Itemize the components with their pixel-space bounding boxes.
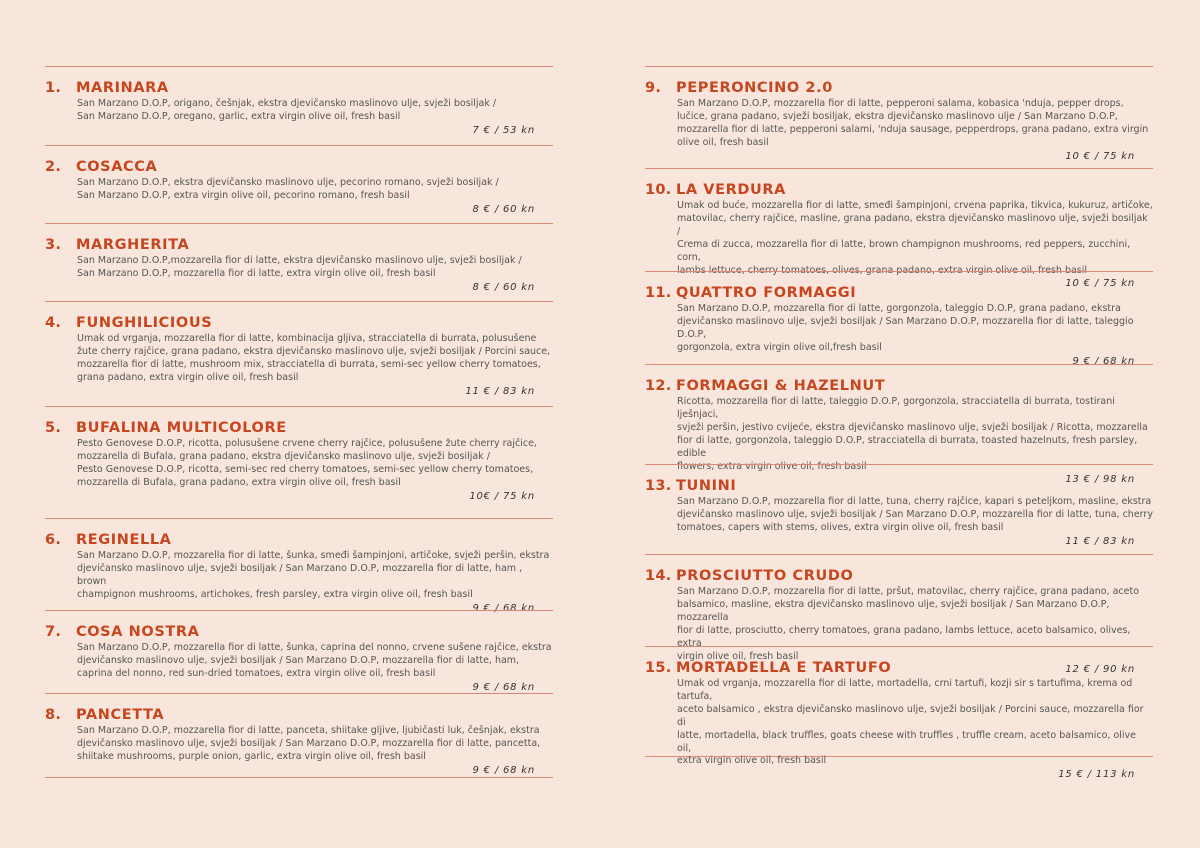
- menu-item-name: BUFALINA MULTICOLORE: [76, 420, 287, 436]
- menu-item-header: [645, 285, 1153, 303]
- menu-item-number: 6.: [45, 532, 62, 548]
- menu-item-description: San Marzano D.O.P,mozzarella fior di latte, ekstra djevičansko maslinovo ulje, svježi bosiljak / San Marzano D.O.P, mozzarella fior di latte, extra virgin olive oil, fresh basil: [77, 255, 522, 279]
- menu-item-name: QUATTRO FORMAGGI: [676, 285, 857, 301]
- menu-item-name: MARGHERITA: [76, 237, 190, 253]
- menu-item-description: San Marzano D.O.P, mozzarella fior di latte, šunka, smeđi šampinjoni, artičoke, svježi peršin, ekstra djevičansko maslinovo ulje, svježi bosiljak / San Marzano D.O.P, mozzarella fior di latte, ham , brown champignon mushrooms, artichokes, fresh parsley, extra virgin olive oil, fresh basil: [77, 550, 550, 600]
- menu-item: [45, 145, 553, 224]
- menu-item-header: [645, 660, 1153, 678]
- menu-item-number: 13.: [645, 478, 672, 494]
- menu-item: [45, 223, 553, 302]
- menu-item-header: [645, 478, 1153, 496]
- menu-item-number: 10.: [645, 182, 672, 198]
- menu-item-header: [45, 707, 553, 725]
- menu-item-header: [45, 159, 553, 177]
- menu-item-number: 8.: [45, 707, 62, 723]
- menu-item-price: 9 € / 68 kn: [1072, 355, 1135, 367]
- menu-item-price: 8 € / 60 kn: [472, 203, 535, 215]
- menu-item-number: 4.: [45, 315, 62, 331]
- menu-item-description: San Marzano D.O.P, mozzarella fior di latte, šunka, caprina del nonno, crvene sušene rajčice, ekstra djevičansko maslinovo ulje, svježi bosiljak / San Marzano D.O.P, mozzarella fior di latte, ham, caprina del nonno, red sun-dried tomatoes, extra virgin olive oil, fresh basil: [77, 642, 552, 679]
- menu-item: [45, 693, 553, 778]
- menu-item-description: Ricotta, mozzarella fior di latte, taleggio D.O.P, gorgonzola, stracciatella di burrata, tostirani lješnjaci, svježi peršin, jestivo cvijeće, ekstra djevičansko maslinovo ulje, svježi bosiljak / Ricotta, mozzarella fior di latte, gorgonzola, taleggio D.O.P, stracciatella di burrata, toasted hazelnuts, fresh parsley, edible flowers, extra virgin olive oil, fresh basil: [677, 396, 1148, 472]
- menu-item-number: 2.: [45, 159, 62, 175]
- menu-item-description: San Marzano D.O.P, mozzarella fior di latte, pršut, matovilac, cherry rajčice, grana padano, aceto balsamico, masline, ekstra djevičansko maslinovo ulje, svježi bosiljak / San Marzano D.O.P, mozzarella fior di latte, prosciutto, cherry tomatoes, grana padano, lambs lettuce, aceto balsamico, olives, extra virgin olive oil, fresh basil: [677, 586, 1140, 662]
- menu-item-header: [45, 624, 553, 642]
- menu-item-name: MORTADELLA E TARTUFO: [676, 660, 892, 676]
- menu-item-price: 10€ / 75 kn: [469, 490, 535, 502]
- menu-item: [645, 168, 1153, 290]
- menu-item-description: Umak od vrganja, mozzarella fior di latte, kombinacija gljiva, stracciatella di burrata, polusušene žute cherry rajčice, grana padano, ekstra djevičansko maslinovo ulje, svježi bosiljak / Porcini sauce, mozzarella fior di latte, mushroom mix, stracciatella di burrata, semi-sec yellow cherry tomatoes, grana padano, extra virgin olive oil, fresh basil: [77, 333, 551, 383]
- menu-item: [45, 406, 553, 519]
- menu-item-number: 15.: [645, 660, 672, 676]
- menu-item-header: [45, 80, 553, 98]
- menu-item-description: San Marzano D.O.P, mozzarella fior di latte, gorgonzola, taleggio D.O.P, grana padano, ekstra djevičansko maslinovo ulje, svježi bosiljak / San Marzano D.O.P, mozzarella fior di latte, taleggio D.O.P, gorgonzola, extra virgin olive oil,fresh basil: [677, 303, 1134, 353]
- menu-item-number: 7.: [45, 624, 62, 640]
- menu-item-header: [45, 420, 553, 438]
- menu-item-number: 5.: [45, 420, 62, 436]
- menu-item-header: [45, 237, 553, 255]
- menu-item: [645, 646, 1153, 781]
- menu-item-name: PEPERONCINO 2.0: [676, 80, 833, 96]
- menu-item-header: [45, 532, 553, 550]
- menu-item-header: [645, 378, 1153, 396]
- menu-item-price: 9 € / 68 kn: [472, 681, 535, 693]
- menu-item-name: COSACCA: [76, 159, 158, 175]
- menu-item: [645, 271, 1153, 365]
- menu-item-name: PROSCIUTTO CRUDO: [676, 568, 854, 584]
- menu-item-price: 12 € / 90 kn: [1065, 664, 1135, 676]
- menu-item-name: FUNGHILICIOUS: [76, 315, 213, 331]
- menu-item-price: 11 € / 83 kn: [465, 385, 535, 397]
- menu-item-name: COSA NOSTRA: [76, 624, 200, 640]
- menu-item-price: 9 € / 68 kn: [472, 764, 535, 776]
- menu-item-price: 8 € / 60 kn: [472, 281, 535, 293]
- menu-item-number: 1.: [45, 80, 62, 96]
- menu-item-price: 11 € / 83 kn: [1065, 535, 1135, 547]
- menu-item-header: [645, 568, 1153, 586]
- menu-item-name: TUNINI: [676, 478, 737, 494]
- menu-item-description: San Marzano D.O.P, origano, češnjak, ekstra djevičansko maslinovo ulje, svježi bosiljak / San Marzano D.O.P, oregano, garlic, extra virgin olive oil, fresh basil: [77, 98, 497, 122]
- menu-item-header: [45, 315, 553, 333]
- menu-item-number: 14.: [645, 568, 672, 584]
- menu-item-description: Umak od vrganja, mozzarella fior di latte, mortadella, crni tartufi, kozji sir s tartufima, krema od tartufa, aceto balsamico , ekstra djevičansko maslinovo ulje, svježi bosiljak / Porcini sauce, mozzarella fior di latte, mortadella, black truffles, goats cheese with truffles , truffle cream, aceto balsamico, olive oil, extra virgin olive oil, fresh basil: [677, 678, 1144, 767]
- menu-item-description: San Marzano D.O.P, mozzarella fior di latte, tuna, cherry rajčice, kapari s peteljkom, masline, ekstra djevičansko maslinovo ulje, svježi bosiljak / San Marzano D.O.P, mozzarella fior di latte, tuna, cherry tomatoes, capers with stems, olives, extra virgin olive oil, fresh basil: [677, 496, 1153, 533]
- menu-item-description: Umak od buće, mozzarella fior di latte, smeđi šampinjoni, crvena paprika, tikvica, kukuruz, artičoke, matovilac, cherry rajčice, masline, grana padano, ekstra djevičansko maslinovo ulje, svježi bosiljak / Crema di zucca, mozzarella fior di latte, brown champignon mushrooms, red peppers, zucchini, corn, lambs lettuce, cherry tomatoes, olives, grana padano, extra virgin olive oil, fresh basil: [677, 200, 1153, 276]
- menu-item-price: 7 € / 53 kn: [472, 124, 535, 136]
- menu-item-number: 12.: [645, 378, 672, 394]
- menu-item-price: 10 € / 75 kn: [1065, 278, 1135, 290]
- menu-item-name: PANCETTA: [76, 707, 165, 723]
- menu-item-price: 13 € / 98 kn: [1065, 474, 1135, 486]
- menu-item: [45, 66, 553, 146]
- menu-item-name: FORMAGGI & HAZELNUT: [676, 378, 886, 394]
- menu-item-number: 3.: [45, 237, 62, 253]
- menu-item-price: 9 € / 68 kn: [472, 602, 535, 614]
- menu-item: [45, 610, 553, 694]
- menu-item-name: LA VERDURA: [676, 182, 786, 198]
- menu-item: [45, 301, 553, 407]
- menu-item: [645, 464, 1153, 555]
- menu-item-number: 11.: [645, 285, 672, 301]
- menu-item-name: REGINELLA: [76, 532, 172, 548]
- menu-item-header: [645, 80, 1153, 98]
- menu-item-description: San Marzano D.O.P, mozzarella fior di latte, pepperoni salama, kobasica 'nduja, pepper drops, lučice, grana padano, svježi bosiljak, ekstra djevičansko maslinovo ulje / San Marzano D.O.P, mozzarella fior di latte, pepperoni salami, 'nduja sausage, pepperdrops, grana padano, extra virgin olive oil, fresh basil: [677, 98, 1149, 148]
- menu-item-price: 10 € / 75 kn: [1065, 150, 1135, 162]
- menu-item-header: [645, 182, 1153, 200]
- menu-item-description: Pesto Genovese D.O.P, ricotta, polusušene crvene cherry rajčice, polusušene žute cherry rajčice, mozzarella di Bufala, grana padano, ekstra djevičansko maslinovo ulje, svježi bosiljak / Pesto Genovese D.O.P, ricotta, semi-sec red cherry tomatoes, semi-sec yellow cherry tomatoes, mozzarella di Bufala, grana padano, extra virgin olive oil, fresh basil: [77, 438, 537, 488]
- menu-item-number: 9.: [645, 80, 662, 96]
- menu-item-description: San Marzano D.O.P, ekstra djevičansko maslinovo ulje, pecorino romano, svježi bosiljak / San Marzano D.O.P, extra virgin olive oil, pecorino romano, fresh basil: [77, 177, 499, 201]
- menu-item: [645, 66, 1153, 169]
- menu-item-name: MARINARA: [76, 80, 169, 96]
- menu-item: [45, 518, 553, 614]
- menu-item-price: 15 € / 113 kn: [1058, 769, 1135, 781]
- menu-item-description: San Marzano D.O.P, mozzarella fior di latte, panceta, shiitake gljive, ljubičasti luk, češnjak, ekstra djevičansko maslinovo ulje, svježi bosiljak / San Marzano D.O.P, mozzarella fior di latte, pancetta, shiitake mushrooms, purple onion, garlic, extra virgin olive oil, fresh basil: [77, 725, 541, 762]
